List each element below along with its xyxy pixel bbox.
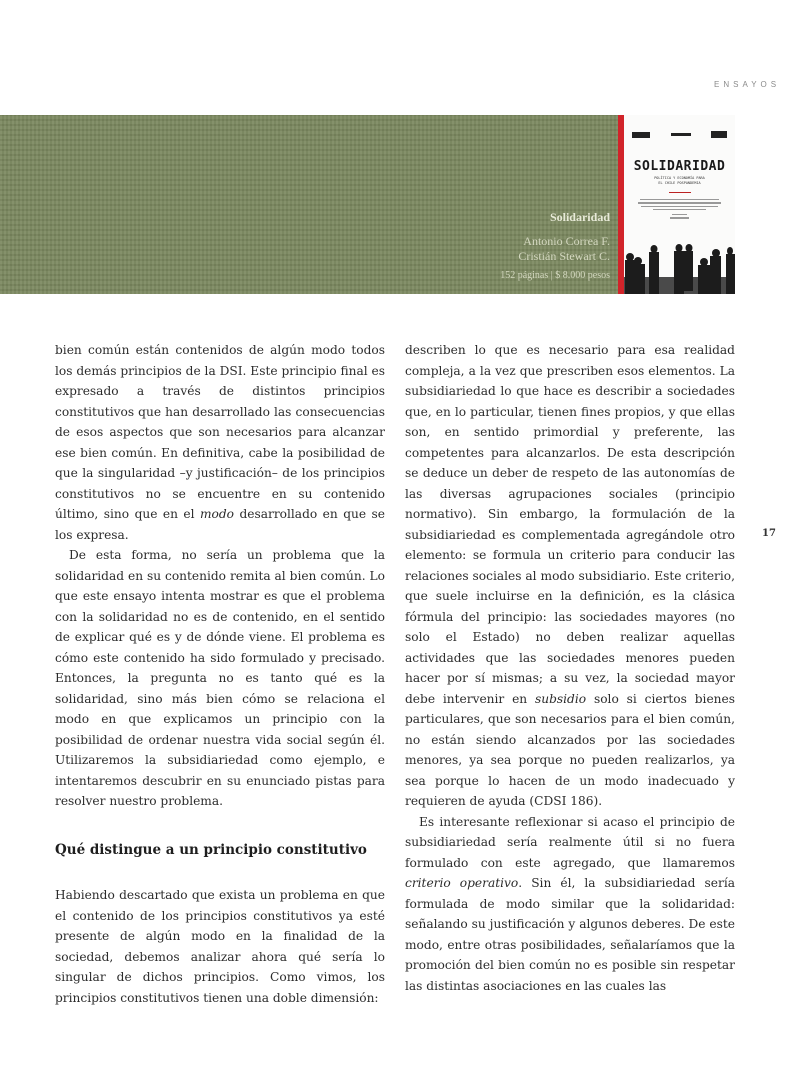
publisher-logo-icon — [632, 132, 650, 138]
book-title: Solidaridad — [549, 210, 610, 224]
book-author: Cristián Stewart C. — [518, 249, 610, 263]
paragraph: describen lo que es necesario para esa realidad compleja, a la vez que prescriben esos elementos. La subsidiariedad lo que hace es describir a sociedades que, en lo particular, tienen fines propios, y que ellas son, en sentido primordial y preferente, las competentes para alcanzarlos. De esta descripción se deduce un deber de respeto de las autonomías de las diversas agrupaciones sociales (principio normativo). Sin embargo, la formulación de la subsidiariedad es complementada agregándole otro elemento: se formula un criterio para conducir las relaciones sociales al modo subsidiario. Este criterio, que suele incluirse en la definición, es la clásica fórmula del principio: las sociedades mayores (no solo el Estado) no deben realizar aquellas actividades que las sociedades menores pueden hacer por sí mismas; a su vez, la sociedad mayor debe intervenir en subsidio solo si ciertos bienes particulares, que son necesarios para el bien común, no están siendo alcanzados por las sociedades menores, ya sea porque no pueden realizarlos, ya sea porque lo hacen de un modo inadecuado y requieren de ayuda (CDSI 186). — [405, 343, 735, 808]
right-column — [405, 340, 735, 996]
book-author: Antonio Correa F. — [523, 234, 610, 248]
paragraph: Es interesante reflexionar si acaso el principio de subsidiariedad sería realmente útil si no fuera formulado con este agregado, que llamaremos criterio operativo. Sin él, la subsidiariedad sería formulada de modo similar que la solidaridad: señalando su justificación y algunos deberes. De este modo, entre otras posibilidades, señalaríamos que la promoción del bien común no es posible sin respetar las distintas asociaciones en las cuales las — [405, 814, 735, 993]
book-cover — [624, 115, 735, 294]
cover-subtitle — [624, 176, 735, 186]
cover-contributors — [636, 197, 723, 221]
cover-logos — [632, 131, 727, 138]
publisher-logo-icon — [671, 133, 691, 136]
cover-title: SOLIDARIDAD — [633, 159, 726, 174]
paragraph: Habiendo descartado que exista un problema en que el contenido de los principios constitutivos ya esté presente de algún modo en la finalidad de la sociedad, debemos analizar ahora qué sería lo singular de dichos principios. Como vimos, los principios constitutivos tienen una doble dimensión: — [55, 888, 385, 1005]
section-label: ENSAYOS — [714, 80, 781, 89]
publisher-logo-icon — [711, 131, 727, 138]
cover-rule — [669, 192, 691, 193]
paragraph: bien común están contenidos de algún modo todos los demás principios de la DSI. Este principio final es expresado a través de distintos principios constitutivos que han desarrollado las consecuencias de esos aspectos que son necesarios para alcanzar ese bien común. En definitiva, cabe la posibilidad de que la singularidad –y justificación– de los principios constitutivos no se encuentre en su contenido último, sino que en el modo desarrollado en que se los expresa. — [55, 343, 385, 542]
book-banner — [0, 115, 620, 294]
cover-subtitle-line: EL CHILE POSPANDEMIA — [658, 181, 701, 185]
left-column — [55, 340, 385, 1008]
cover-photo-silhouettes — [624, 239, 735, 294]
book-info — [500, 210, 610, 281]
section-heading: Qué distingue a un principio constitutivo — [55, 841, 367, 858]
page-number: 17 — [762, 528, 776, 539]
book-meta: 152 páginas | $ 8.000 pesos — [500, 270, 610, 281]
paragraph: De esta forma, no sería un problema que la solidaridad en su contenido remita al bien común. Lo que este ensayo intenta mostrar es que el problema con la solidaridad no es de contenido, en el sentido de explicar qué es y de dónde viene. El problema es cómo este contenido ha sido formulado y precisado. Entonces, la pregunta no es tanto qué es la solidaridad, sino más bien cómo se relaciona el modo en que explicamos un principio con la posibilidad de ordenar nuestra vida social según él. Utilizaremos la subsidiariedad como ejemplo, e intentaremos descubrir en su enunciado pistas para resolver nuestro problema. — [55, 548, 385, 808]
cover-subtitle-line: POLÍTICA Y ECONOMÍA PARA — [654, 176, 705, 180]
